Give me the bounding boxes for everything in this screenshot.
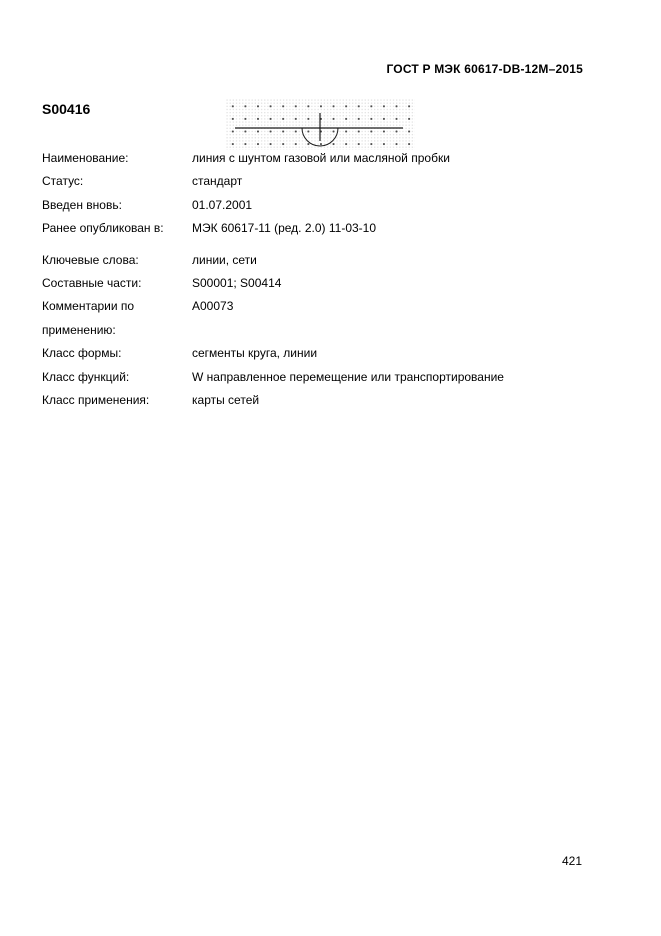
field-value: стандарт	[192, 174, 243, 189]
symbol-properties-list	[42, 147, 620, 412]
page-number: 421	[561, 854, 582, 868]
field-value: линия с шунтом газовой или масляной пробки	[192, 151, 450, 165]
field-row-previously-published	[42, 217, 620, 240]
field-value: линии, сети	[192, 252, 257, 267]
standard-reference-header: ГОСТ Р МЭК 60617-DB-12M–2015	[386, 62, 583, 76]
field-label: Статус:	[42, 174, 84, 189]
field-row-shape-class	[42, 342, 620, 365]
field-value: 01.07.2001	[192, 197, 253, 212]
field-row-component-parts	[42, 272, 620, 295]
symbol-diagram	[225, 98, 415, 150]
field-label: Введен вновь:	[42, 197, 122, 212]
field-value: МЭК 60617-11 (ред. 2.0) 11-03-10	[192, 221, 377, 236]
field-label: Ранее опубликован в:	[42, 221, 164, 236]
field-label: Ключевые слова:	[42, 252, 139, 267]
field-label: Составные части:	[42, 276, 142, 291]
field-value: сегменты круга, линии	[192, 346, 318, 361]
field-value: A00073	[192, 299, 234, 314]
field-row-introduced	[42, 194, 620, 217]
field-row-name	[42, 147, 620, 170]
field-row-keywords	[42, 249, 620, 272]
symbol-id-title: S00416	[42, 101, 91, 117]
field-label: Класс формы:	[42, 346, 122, 361]
field-value: S00001; S00414	[192, 276, 282, 291]
field-row-status	[42, 170, 620, 193]
field-label: Класс функций:	[42, 369, 130, 384]
field-row-application-class	[42, 389, 620, 412]
field-row-application-notes	[42, 295, 620, 342]
field-value: карты сетей	[192, 393, 260, 408]
field-label: Класс применения:	[42, 393, 150, 408]
field-label: Комментарии по применению:	[42, 299, 135, 337]
field-label: Наименование:	[42, 151, 129, 165]
field-value: W направленное перемещение или транспортирование	[192, 369, 504, 384]
field-row-function-class	[42, 366, 620, 389]
